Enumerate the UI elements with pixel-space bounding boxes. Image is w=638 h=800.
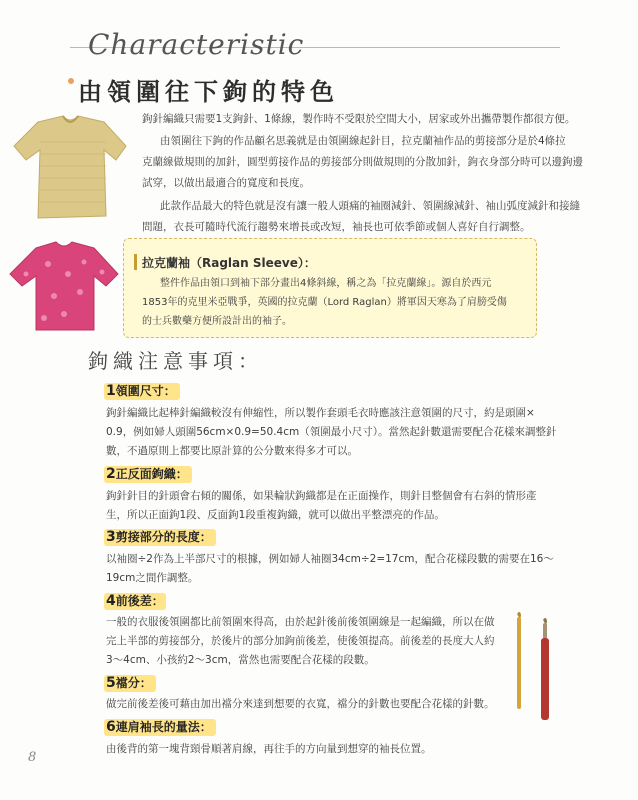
item-3-line-2: 19cm之間作調整。 <box>106 572 199 584</box>
item-2-line-1: 鉤針針目的針頭會右傾的關係，如果輪狀鉤織都是在正面操作，則針目整個會有右斜的情形產 <box>106 490 537 502</box>
item-4-number: 4 <box>106 593 116 609</box>
red-crochet-hook-icon <box>537 618 553 724</box>
item-4-line-1: 一般的衣服後領圍都比前領圍來得高，由於起針後前後領圍線是一起編織，所以在做 <box>106 616 495 628</box>
intro-p2-line2: 克蘭線做規則的加針，圓型剪接作品的剪接部分則做規則的分散加針，鉤衣身部分時可以邊鉤邊 <box>142 156 583 168</box>
item-6-number: 6 <box>106 719 116 735</box>
item-3-heading <box>106 528 212 545</box>
item-3-label: 剪接部分的長度： <box>115 530 212 544</box>
raglan-line-3: 的士兵數藥方便所設計出的袖子。 <box>142 316 292 327</box>
item-4-line-2: 完上半部的剪接部分，於後片的部分加鉤前後差，使後領提高。前後差的長度大人約 <box>106 635 495 647</box>
item-5-number: 5 <box>106 675 116 691</box>
item-1-heading <box>106 382 176 399</box>
item-4-label: 前後差： <box>115 594 164 608</box>
item-4-heading <box>106 592 164 609</box>
item-2-number: 2 <box>106 466 116 482</box>
item-6-label: 連肩袖長的量法： <box>115 720 212 734</box>
tan-sweater-photo <box>8 112 128 224</box>
gold-crochet-hook-icon <box>512 612 526 712</box>
item-1-line-3: 數，不過原則上都要比原計算的公分數來得多才可以。 <box>106 445 358 457</box>
item-5-label: 襠分： <box>115 676 152 690</box>
item-5-line-1: 做完前後差後可藉由加出襠分來達到想要的衣寬，襠分的針數也要配合花樣的針數。 <box>106 698 495 710</box>
item-4-line-3: 3～4cm、小孩約2～3cm，當然也需要配合花樣的段數。 <box>106 654 375 666</box>
intro-p2-line3: 試穿，以做出最適合的寬度和長度。 <box>142 177 310 189</box>
item-6-heading <box>106 718 212 735</box>
item-2-text <box>106 487 558 525</box>
bullet-dot-icon <box>68 78 74 84</box>
item-1-text <box>106 404 558 461</box>
item-3-line-1: 以袖圈÷2作為上半部尺寸的根據，例如婦人袖圈34cm÷2=17cm，配合花樣段數的需要在16～ <box>106 553 554 565</box>
item-1-number: 1 <box>106 383 116 399</box>
header-subtitle-text: 由領圍往下鉤的特色 <box>78 78 339 106</box>
notes-title: 鉤織注意事項： <box>88 349 263 373</box>
pink-sweater-photo <box>8 234 120 334</box>
item-2-line-2: 生，所以正面鉤1段、反面鉤1段重複鉤織，就可以做出平整漂亮的作品。 <box>106 509 445 521</box>
item-2-heading <box>106 465 188 482</box>
header-title: Characteristic <box>88 28 305 61</box>
page-number: 8 <box>28 750 37 765</box>
item-1-line-2: 0.9，例如婦人頭圍56cm×0.9=50.4cm（領圍最小尺寸）。當然起針數還需要配合花樣來調整針 <box>106 426 557 438</box>
intro-p3-line2: 問題，衣長可隨時代流行趨勢來增長或改短，袖長也可依季節或個人喜好自行調整。 <box>142 221 531 233</box>
raglan-line-1: 整件作品由領口到袖下部分畫出4條斜線，稱之為「拉克蘭線」。源自於西元 <box>160 278 492 289</box>
item-5-text <box>106 695 558 714</box>
item-1-line-1: 鉤針編織比起棒針編織較沒有伸縮性，所以製作套頭毛衣時應該注意領圍的尺寸，約是頭圍× <box>106 407 535 419</box>
raglan-heading: 拉克蘭袖（Raglan Sleeve）： <box>142 256 316 270</box>
raglan-body <box>142 274 528 331</box>
intro-p1: 鉤針編織只需要1支鉤針、1條線，製作時不受限於空間大小，居家或外出攜帶製作都很方便。 <box>142 113 576 125</box>
intro-p2-line1: 由領圍往下鉤的作品顧名思義就是由領圍線起針目，拉克蘭袖作品的剪接部分是於4條拉 <box>160 135 566 147</box>
item-6-line-1: 由後背的第一塊背頸骨順著肩線，再往手的方向量到想穿的袖長位置。 <box>106 743 432 755</box>
item-3-number: 3 <box>106 529 116 545</box>
item-5-heading <box>106 674 152 691</box>
item-4-text <box>106 613 516 670</box>
raglan-accent-bar <box>134 254 137 270</box>
item-1-label: 領圍尺寸： <box>115 384 176 398</box>
item-6-text <box>106 740 558 759</box>
intro-p3-line1: 此款作品最大的特色就是沒有讓一般人頭痛的袖圈減針、領圍線減針、袖山弧度減針和接縫 <box>160 200 580 212</box>
raglan-line-2: 1853年的克里米亞戰爭，英國的拉克蘭（Lord Raglan）將軍因天寒為了肩膀受傷 <box>142 297 507 308</box>
item-3-text <box>106 550 558 588</box>
item-2-label: 正反面鉤織： <box>115 467 188 481</box>
header-subtitle <box>78 72 339 107</box>
